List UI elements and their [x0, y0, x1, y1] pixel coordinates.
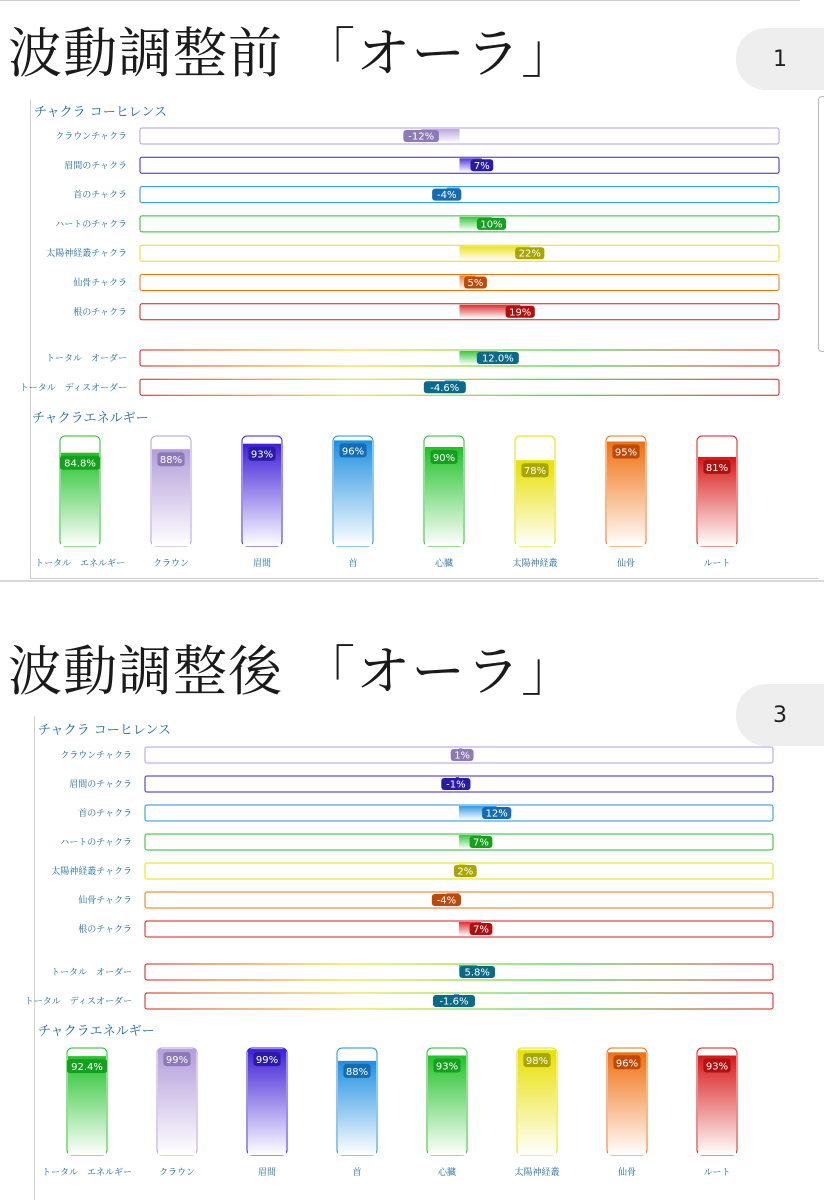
data-label: -1.6%: [439, 996, 469, 1008]
coherence-title: チャクラ コーヒレンス: [34, 105, 168, 120]
data-label: 1%: [454, 750, 471, 762]
data-label: 84.8%: [64, 458, 96, 470]
data-label: 7%: [473, 837, 489, 849]
category-label: トータル エネルギー: [41, 1168, 133, 1178]
data-label: -12%: [408, 131, 435, 143]
panel-heading: 波動調整後 「オーラ」: [8, 640, 577, 703]
row-label: ハートのチャクラ: [60, 838, 132, 848]
data-label: 12%: [485, 808, 508, 820]
category-label: 首: [348, 559, 358, 569]
row-label: 首のチャクラ: [73, 190, 127, 201]
category-label: 仙骨: [617, 1168, 637, 1178]
data-label: -4%: [436, 190, 457, 202]
data-label: 98%: [525, 1056, 549, 1068]
category-label: ルート: [703, 1168, 731, 1178]
category-label: 太陽神経叢: [514, 1168, 560, 1178]
category-label: 心臓: [437, 1168, 457, 1178]
category-label: 太陽神経叢: [512, 559, 558, 569]
row-label: 仙骨チャクラ: [73, 278, 127, 289]
data-label: 93%: [705, 1061, 729, 1073]
data-label: -4%: [436, 895, 457, 907]
data-label: 5%: [467, 278, 484, 289]
data-label: 90%: [432, 453, 456, 464]
page-number-badge[interactable]: 1: [736, 28, 824, 90]
category-label: クラウン: [152, 559, 190, 569]
row-label: トータル オーダー: [50, 968, 132, 978]
data-label: 81%: [705, 462, 729, 474]
category-label: 首: [352, 1168, 362, 1178]
row-label: 眉間のチャクラ: [69, 780, 132, 790]
category-label: 仙骨: [616, 559, 636, 569]
energy-title: チャクラエネルギー: [32, 411, 149, 426]
data-label: 7%: [473, 924, 489, 936]
energy-title: チャクラエネルギー: [38, 1024, 155, 1039]
data-label: 7%: [473, 160, 490, 172]
data-label: 78%: [523, 466, 547, 478]
data-label: 96%: [341, 446, 365, 458]
page-number-badge[interactable]: 3: [736, 684, 824, 746]
category-label: クラウン: [158, 1168, 196, 1178]
data-label: 88%: [345, 1066, 369, 1078]
data-label: 19%: [509, 307, 532, 319]
data-label: 88%: [159, 455, 183, 467]
row-label: トータル ディスオーダー: [24, 997, 132, 1007]
row-label: 根のチャクラ: [78, 925, 132, 935]
data-label: -4.6%: [430, 382, 460, 394]
category-label: 心臓: [434, 559, 454, 569]
category-label: 眉間: [257, 1168, 277, 1178]
category-label: ルート: [703, 559, 731, 569]
data-label: 99%: [165, 1055, 189, 1067]
coherence-title: チャクラ コーヒレンス: [38, 723, 172, 738]
data-label: 12.0%: [481, 353, 514, 365]
row-label: 眉間のチャクラ: [64, 161, 127, 172]
data-label: 93%: [250, 449, 274, 461]
row-label: トータル ディスオーダー: [19, 383, 127, 394]
row-label: クラウンチャクラ: [60, 751, 132, 761]
data-label: 99%: [255, 1055, 279, 1067]
row-label: 太陽神経叢チャクラ: [46, 249, 127, 260]
data-label: 5.8%: [464, 967, 490, 979]
data-label: 95%: [614, 447, 638, 459]
row-label: 根のチャクラ: [73, 307, 127, 318]
row-label: 仙骨チャクラ: [78, 896, 132, 906]
panel-heading: 波動調整前 「オーラ」: [8, 22, 577, 85]
row-label: 首のチャクラ: [78, 809, 132, 819]
category-label: 眉間: [252, 559, 272, 569]
category-label: トータル エネルギー: [34, 559, 126, 569]
row-label: 太陽神経叢チャクラ: [51, 867, 132, 877]
row-label: クラウンチャクラ: [55, 132, 127, 142]
row-label: トータル オーダー: [45, 354, 127, 364]
data-label: 93%: [435, 1061, 459, 1073]
data-label: 96%: [615, 1058, 639, 1070]
row-label: ハートのチャクラ: [55, 219, 127, 230]
data-label: 22%: [518, 248, 541, 260]
data-label: 2%: [457, 866, 474, 878]
data-label: 92.4%: [71, 1062, 103, 1074]
data-label: -1%: [446, 779, 466, 791]
data-label: 10%: [480, 219, 503, 231]
